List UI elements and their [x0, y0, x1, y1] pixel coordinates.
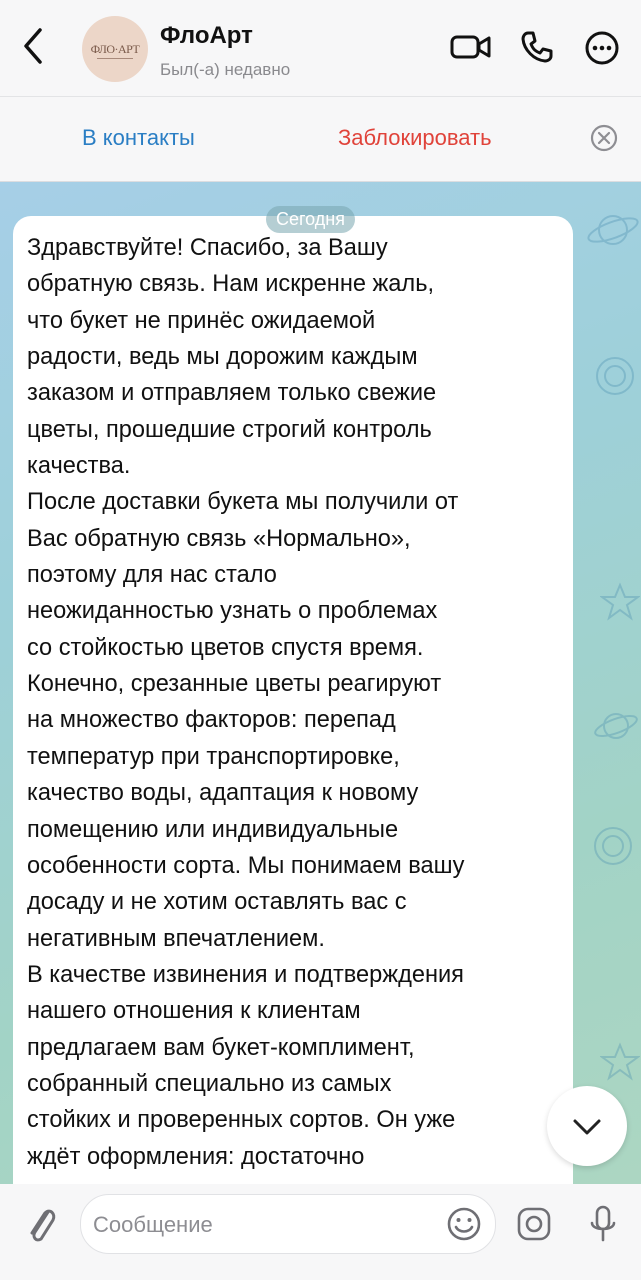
avatar[interactable] [82, 16, 148, 82]
chat-header [0, 0, 641, 97]
sticker-icon[interactable] [516, 1206, 552, 1242]
video-call-icon[interactable] [450, 32, 492, 62]
incoming-message-bubble[interactable] [13, 216, 573, 1184]
avatar-logo-line [97, 58, 133, 59]
star-doodle-icon [600, 582, 640, 622]
emoji-icon[interactable] [446, 1206, 482, 1242]
star-doodle-icon-2 [600, 1042, 640, 1082]
contact-action-bar [0, 97, 641, 182]
mic-icon[interactable] [588, 1204, 618, 1244]
message-input-bar [0, 1184, 641, 1280]
back-chevron-icon[interactable] [18, 26, 48, 66]
attach-icon[interactable] [24, 1202, 58, 1248]
phone-icon[interactable] [520, 30, 554, 64]
scroll-down-button[interactable] [547, 1086, 627, 1166]
block-button[interactable]: Заблокировать [338, 125, 492, 150]
close-circle-icon[interactable] [590, 124, 618, 152]
chat-status: Был(-а) недавно [160, 60, 291, 79]
planet-doodle-icon-2 [592, 702, 640, 750]
astronaut-doodle-icon [590, 352, 640, 412]
message-input[interactable] [80, 1194, 496, 1254]
avatar-logo-text: ФЛО·АРТ [90, 41, 140, 56]
chat-area[interactable] [0, 182, 641, 1184]
chat-title[interactable]: ФлоАрт [160, 22, 253, 49]
planet-doodle-icon [585, 202, 641, 258]
message-text: Здравствуйте! Спасибо, за Вашу обратную связь. Нам искренне жаль, что букет не принёс ожидаемой радости, ведь мы дорожим каждым заказом и отправляем только свежие цветы, прошедшие строгий контроль качества. После доставки букета мы получили от Вас обратную связь «Нормально», поэтому для нас стало неожиданностью узнать о проблемах со стойкостью цветов спустя время. Конечно, срезанные цветы реагируют на множество факторов: перепад температур при транспортировке, качество воды, адаптация к новому помещению или индивидуальные особенности сорта. Мы понимаем вашу досаду и не хотим оставлять вас с негативным впечатлением. В качестве извинения и подтверждения нашего отношения к клиентам предлагаем вам букет-комплимент, собранный специально из самых стойких и проверенных сортов. Он уже ждёт оформления: достаточно [27, 235, 465, 1170]
more-icon[interactable] [584, 30, 620, 66]
scroll-down-icon [547, 1086, 627, 1166]
message-placeholder: Сообщение [93, 1212, 213, 1237]
date-separator: Сегодня [266, 206, 355, 233]
add-contact-button[interactable]: В контакты [82, 125, 195, 150]
astronaut-doodle-icon-2 [588, 822, 638, 882]
